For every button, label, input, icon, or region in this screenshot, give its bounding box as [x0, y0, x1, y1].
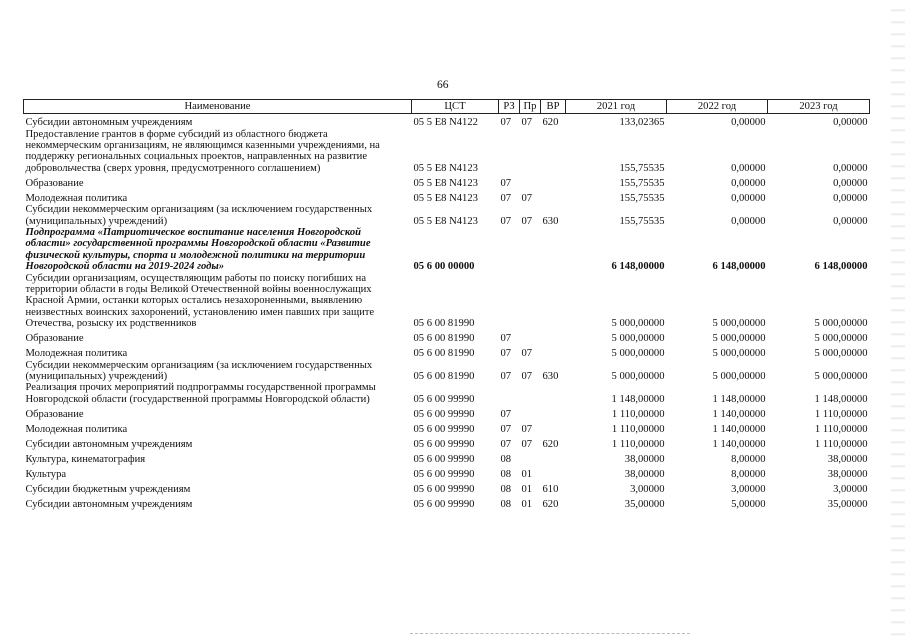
row-rz	[499, 227, 520, 273]
row-2022: 6 148,00000	[712, 261, 766, 273]
table-row	[24, 382, 870, 405]
row-2021: 38,00000	[624, 468, 665, 480]
row-2023: 1 110,00000	[814, 423, 868, 435]
row-name: Субсидии автономным учреждениям	[25, 117, 193, 129]
row-2023: 3,00000	[833, 483, 868, 495]
table-row	[24, 360, 870, 383]
table-row	[24, 420, 870, 435]
table-row	[24, 465, 870, 480]
row-rz	[499, 273, 520, 330]
row-cst: 05 6 00 99990	[413, 408, 475, 420]
table-row	[24, 273, 870, 330]
row-cst: 05 5 Е8 N4123	[413, 192, 478, 204]
row-2023: 38,00000	[827, 453, 868, 465]
row-2022: 5 000,00000	[712, 348, 766, 360]
row-vr	[541, 345, 566, 360]
row-2021: 155,75535	[619, 192, 665, 204]
row-rz	[499, 382, 520, 405]
row-name: Субсидии бюджетным учреждениям	[25, 483, 191, 495]
row-vr	[541, 174, 566, 189]
scan-edge-noise	[891, 0, 905, 640]
row-rz: 07	[500, 192, 512, 204]
row-pr: 07	[521, 348, 533, 360]
row-2022: 5 000,00000	[712, 333, 766, 345]
row-vr: 620	[542, 498, 559, 510]
table-row	[24, 480, 870, 495]
table-row	[24, 345, 870, 360]
row-rz: 08	[500, 468, 512, 480]
table-row	[24, 435, 870, 450]
row-name: Предоставление грантов в форме субсидий из областного бюджета некоммерческим организациям, не являющимся казенными учреждениями, на поддержку региональных социальных проектов, направленных на развитие добровольчества (сверх уровня, предусмотренного соглашением)	[25, 128, 380, 174]
row-vr	[541, 129, 566, 175]
row-rz: 07	[500, 423, 512, 435]
row-2021: 5 000,00000	[611, 333, 665, 345]
row-name: Субсидии некоммерческим организациям (за исключением государственных (муниципальных) учреждений)	[25, 359, 373, 382]
row-name: Культура, кинематография	[25, 453, 146, 465]
row-2021: 1 110,00000	[611, 408, 665, 420]
row-2023: 0,00000	[833, 177, 868, 189]
row-pr	[520, 273, 541, 330]
row-cst: 05 6 00 81990	[413, 333, 475, 345]
table-row-subprogram	[24, 227, 870, 273]
row-cst: 05 6 00 99990	[413, 393, 475, 405]
row-2022: 0,00000	[731, 162, 766, 174]
row-pr	[520, 405, 541, 420]
row-2022: 1 148,00000	[712, 393, 766, 405]
row-vr: 620	[542, 117, 559, 129]
row-vr: 620	[542, 438, 559, 450]
table-row	[24, 450, 870, 465]
header-2021: 2021 год	[566, 100, 667, 114]
header-2023: 2023 год	[768, 100, 870, 114]
row-rz: 07	[500, 408, 512, 420]
row-name: Субсидии автономным учреждениям	[25, 438, 193, 450]
row-vr: 610	[542, 483, 559, 495]
header-rz: РЗ	[499, 100, 520, 114]
table-header-row	[24, 100, 870, 114]
row-name: Молодежная политика	[25, 423, 128, 435]
row-2023: 1 110,00000	[814, 408, 868, 420]
table-row	[24, 495, 870, 510]
row-2022: 8,00000	[731, 468, 766, 480]
row-vr: 630	[542, 371, 559, 382]
header-pr: Пр	[520, 100, 541, 114]
row-name: Субсидии некоммерческим организациям (за исключением государственных (муниципальных) учреждений)	[25, 204, 373, 227]
row-2023: 0,00000	[833, 162, 868, 174]
row-pr	[520, 129, 541, 175]
table-row	[24, 114, 870, 129]
row-vr	[541, 382, 566, 405]
row-rz: 07	[500, 117, 512, 129]
row-pr	[520, 174, 541, 189]
row-2023: 6 148,00000	[814, 261, 868, 273]
row-rz: 07	[500, 348, 512, 360]
row-cst: 05 6 00 99990	[413, 468, 475, 480]
row-2021: 35,00000	[624, 498, 665, 510]
row-rz: 08	[500, 483, 512, 495]
row-pr	[520, 382, 541, 405]
header-vr: ВР	[541, 100, 566, 114]
row-2021: 1 148,00000	[611, 393, 665, 405]
row-2023: 5 000,00000	[814, 333, 868, 345]
row-pr: 07	[521, 117, 533, 129]
table-row	[24, 204, 870, 227]
row-2022: 5,00000	[731, 498, 766, 510]
row-2021: 5 000,00000	[611, 348, 665, 360]
row-2021: 155,75535	[619, 177, 665, 189]
table-row	[24, 189, 870, 204]
row-cst: 05 5 Е8 N4123	[413, 177, 478, 189]
row-name: Подпрограмма «Патриотическое воспитание населения Новгородской области» государственной программы Новгородской области «Развитие физической культуры, спорта и молодежной политики на территории Новгородской области на 2019-2024 годы»	[25, 226, 371, 273]
row-2023: 5 000,00000	[814, 348, 868, 360]
row-cst: 05 6 00 00000	[413, 261, 475, 273]
row-2022: 0,00000	[731, 177, 766, 189]
row-pr: 01	[521, 468, 533, 480]
row-2021: 5 000,00000	[611, 371, 665, 382]
row-pr: 01	[521, 483, 533, 495]
row-rz: 07	[500, 333, 512, 345]
row-2022: 1 140,00000	[712, 438, 766, 450]
row-vr	[541, 273, 566, 330]
row-cst: 05 6 00 99990	[413, 438, 475, 450]
row-cst: 05 5 Е8 N4123	[413, 162, 478, 174]
row-name: Образование	[25, 177, 84, 189]
header-cst: ЦСТ	[412, 100, 499, 114]
row-2021: 155,75535	[619, 215, 665, 227]
row-cst: 05 6 00 99990	[413, 423, 475, 435]
row-name: Культура	[25, 468, 67, 480]
row-2021: 6 148,00000	[611, 261, 665, 273]
row-2021: 5 000,00000	[611, 318, 665, 330]
row-pr: 07	[521, 438, 533, 450]
row-cst: 05 5 Е8 N4122	[413, 117, 478, 129]
row-vr	[541, 189, 566, 204]
row-rz: 07	[500, 177, 512, 189]
row-vr	[541, 330, 566, 345]
row-2022: 5 000,00000	[712, 318, 766, 330]
row-2022: 0,00000	[731, 192, 766, 204]
row-name: Молодежная политика	[25, 192, 128, 204]
row-pr: 07	[521, 423, 533, 435]
row-rz	[499, 129, 520, 175]
row-rz: 07	[500, 438, 512, 450]
row-pr: 01	[521, 498, 533, 510]
row-2021: 133,02365	[619, 117, 665, 129]
row-cst: 05 5 Е8 N4123	[413, 215, 478, 227]
table-row	[24, 129, 870, 175]
row-name: Субсидии организациям, осуществляющим работы по поиску погибших на территории области в годы Великой Отечественной войны военнослужащих Красной Армии, останки которых остались незахороненными, выявлению неизвестных воинских захоронений, установлению имен павших при защите Отечества, розыску их родственников	[25, 272, 375, 330]
row-2023: 0,00000	[833, 215, 868, 227]
row-2022: 0,00000	[731, 215, 766, 227]
row-cst: 05 6 00 99990	[413, 483, 475, 495]
row-cst: 05 6 00 81990	[413, 371, 475, 382]
row-vr	[541, 405, 566, 420]
row-name: Субсидии автономным учреждениям	[25, 498, 193, 510]
row-2021: 1 110,00000	[611, 423, 665, 435]
row-cst: 05 6 00 99990	[413, 498, 475, 510]
row-2023: 1 110,00000	[814, 438, 868, 450]
row-rz: 07	[500, 215, 512, 227]
scan-bottom-artifact	[410, 633, 690, 634]
row-2022: 3,00000	[731, 483, 766, 495]
row-2022: 5 000,00000	[712, 371, 766, 382]
row-2023: 5 000,00000	[814, 371, 868, 382]
row-pr: 07	[521, 371, 533, 382]
row-pr	[520, 330, 541, 345]
row-vr	[541, 420, 566, 435]
budget-table	[23, 99, 870, 510]
row-vr	[541, 450, 566, 465]
row-name: Молодежная политика	[25, 348, 128, 360]
row-name: Реализация прочих мероприятий подпрограммы государственной программы Новгородской области (государственной программы Новгородской области)	[25, 382, 376, 405]
row-rz: 07	[500, 371, 512, 382]
row-2022: 1 140,00000	[712, 423, 766, 435]
row-cst: 05 6 00 81990	[413, 318, 475, 330]
row-vr	[541, 227, 566, 273]
row-pr: 07	[521, 215, 533, 227]
table-row	[24, 330, 870, 345]
row-pr	[520, 450, 541, 465]
row-2023: 1 148,00000	[814, 393, 868, 405]
row-2023: 0,00000	[833, 117, 868, 129]
row-2021: 1 110,00000	[611, 438, 665, 450]
row-pr	[520, 227, 541, 273]
row-cst: 05 6 00 81990	[413, 348, 475, 360]
row-cst: 05 6 00 99990	[413, 453, 475, 465]
row-2022: 0,00000	[731, 117, 766, 129]
page-number: 66	[437, 79, 449, 91]
row-2023: 0,00000	[833, 192, 868, 204]
header-2022: 2022 год	[667, 100, 768, 114]
row-vr	[541, 465, 566, 480]
row-name: Образование	[25, 333, 84, 345]
row-2022: 1 140,00000	[712, 408, 766, 420]
row-2021: 155,75535	[619, 162, 665, 174]
row-name: Образование	[25, 408, 84, 420]
row-2023: 5 000,00000	[814, 318, 868, 330]
row-vr: 630	[542, 215, 559, 227]
header-name: Наименование	[24, 100, 412, 114]
row-2023: 35,00000	[827, 498, 868, 510]
table-row	[24, 174, 870, 189]
row-pr: 07	[521, 192, 533, 204]
row-2022: 8,00000	[731, 453, 766, 465]
row-2021: 38,00000	[624, 453, 665, 465]
row-rz: 08	[500, 453, 512, 465]
row-rz: 08	[500, 498, 512, 510]
row-2023: 38,00000	[827, 468, 868, 480]
row-2021: 3,00000	[630, 483, 665, 495]
table-row	[24, 405, 870, 420]
